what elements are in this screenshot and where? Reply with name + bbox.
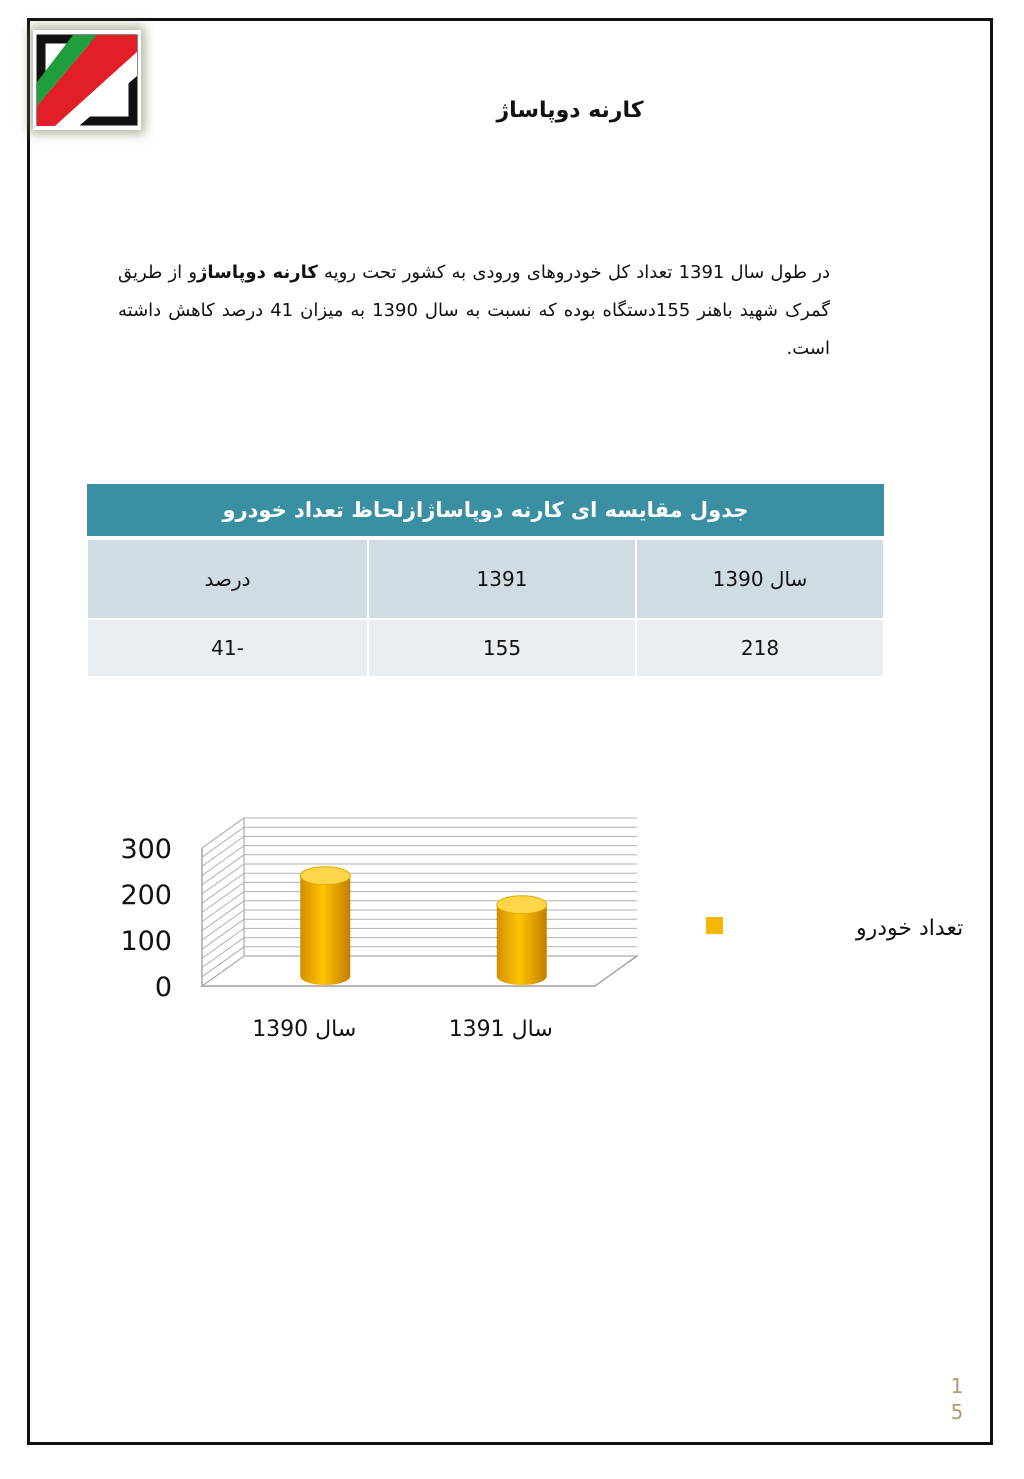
gridline (202, 892, 637, 922)
table-row (87, 619, 884, 676)
gridline (202, 928, 637, 958)
bar-body (497, 905, 547, 985)
value-cell-1391: 155 (368, 619, 636, 676)
header-cell-1391: 1391 (368, 538, 636, 619)
bar (497, 896, 547, 985)
gridline (202, 910, 637, 940)
x-category-label: سال 1391 (448, 1017, 553, 1042)
legend-label: تعداد خودرو (856, 916, 964, 941)
page-border (27, 18, 993, 1445)
intro-paragraph (118, 254, 830, 368)
intro-text-2: و از طریق گمرک شهید باهنر 155دستگاه بوده که نسبت به سال 1390 به میزان 41 درصد کاهش داشته است. (118, 262, 830, 359)
gridline (202, 919, 637, 949)
header-cell-percent: درصد (87, 538, 368, 619)
gridline (202, 882, 637, 912)
table-caption: جدول مقایسه ای کارنه دوپاساژازلحاظ تعداد خودرو (87, 484, 884, 538)
page-number-digit-2: 5 (950, 1400, 964, 1424)
bar-top (497, 896, 547, 914)
gridline (202, 846, 637, 876)
gridline (202, 836, 637, 866)
y-tick-label: 100 (120, 926, 172, 957)
intro-bold-term: کارنه دوپاساژ (197, 262, 318, 283)
intro-text-1: در طول سال 1391 تعداد کل خودروهای ورودی به کشور تحت رویه (317, 262, 830, 283)
vehicle-count-chart (110, 800, 964, 1060)
table-header-row (87, 538, 884, 619)
value-cell-percent: -41 (87, 619, 368, 676)
gridline (202, 855, 637, 885)
gridline (202, 864, 637, 894)
chart-floor (202, 956, 637, 986)
x-category-label: سال 1390 (252, 1017, 357, 1042)
comparison-table (86, 484, 885, 676)
gridline (202, 818, 637, 848)
y-tick-label: 200 (120, 880, 172, 911)
header-cell-1390: سال 1390 (636, 538, 884, 619)
bar-top (300, 867, 350, 885)
y-tick-label: 0 (154, 972, 172, 1003)
gridline (202, 901, 637, 931)
page-number (944, 1373, 970, 1425)
bar (300, 867, 350, 985)
page-title: کارنه دوپاساژ (496, 98, 644, 123)
gridline (202, 827, 637, 857)
customs-logo (33, 30, 141, 130)
value-cell-1390: 218 (636, 619, 884, 676)
page-number-digit-1: 1 (950, 1374, 964, 1398)
y-tick-label: 300 (120, 834, 172, 865)
legend-swatch (706, 917, 723, 934)
gridline (202, 873, 637, 903)
bar-body (300, 876, 350, 985)
